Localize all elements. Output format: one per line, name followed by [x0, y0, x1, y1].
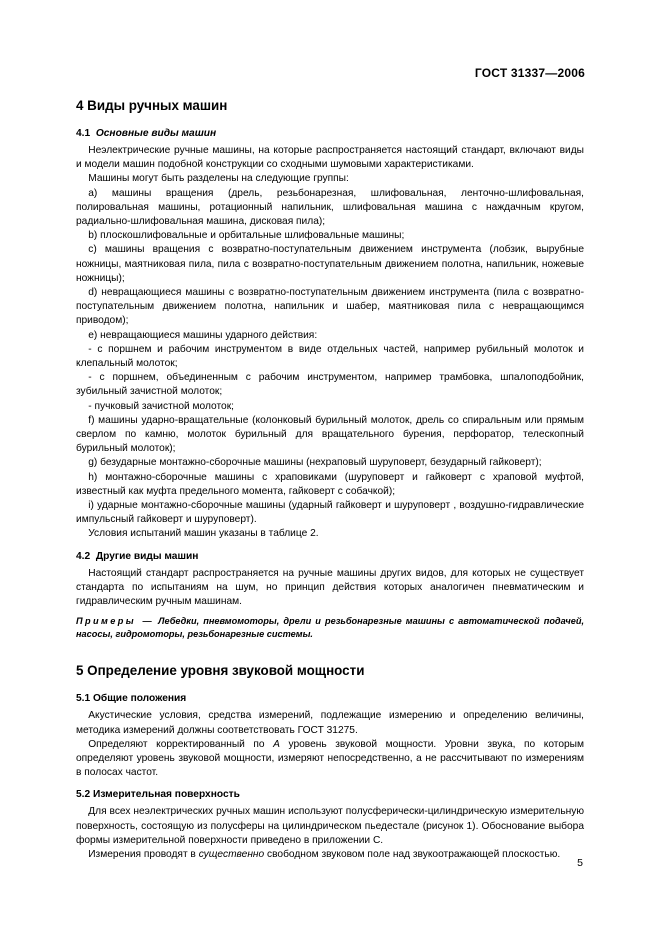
section-4-title: 4 Виды ручных машин [76, 98, 228, 113]
example-note [76, 615, 584, 641]
subsection-4-2-number: 4.2 [76, 550, 91, 562]
example-label: Примеры — [76, 616, 155, 627]
paragraph [76, 848, 584, 862]
page-number: 5 [577, 857, 583, 869]
subsection-4-1-number: 4.1 [76, 128, 91, 139]
paragraph [76, 738, 584, 781]
paragraph: Условия испытаний машин указаны в таблице 2. [88, 528, 319, 540]
text-run: Определяют корректированный по [88, 738, 274, 750]
list-item-b: b) плоскошлифовальные и орбитальные шлифовальные машины; [88, 230, 405, 242]
list-item-h: h) монтажно-сборочные машины с храповиками (шуруповерт и гайковерт с храповой муфтой, известный как муфта предельного момента, гайковерт с собачкой); [76, 471, 584, 497]
text-run: уровень звуковой мощности. Уровни звука, по которым определяют уровень звуковой мощности, измеряют непосредственно, а не рассчитывают по измерениям в полосах частот. [76, 738, 584, 779]
list-item-e: e) невращающиеся машины ударного действия: [88, 329, 318, 341]
subsection-5-1-title: 5.1 Общие положения [76, 693, 187, 705]
text-run: Измерения проводят в [88, 848, 199, 860]
paragraph: Машины могут быть разделены на следующие группы: [88, 173, 349, 185]
paragraph: Для всех неэлектрических ручных машин используют полусферически-цилиндрическую измерительную поверхность, состоящую из полусферы на цилиндрическом пьедестале (рисунок 1). Обоснование выбора формы измерительной поверхности приведено в приложении С. [76, 806, 584, 846]
paragraph: Неэлектрические ручные машины, на которые распространяется настоящий стандарт, включают виды и модели машин подобной конструкции со сходными шумовыми характеристиками. [76, 145, 584, 171]
list-item-d: d) невращающиеся машины с возвратно-поступательным движением инструмента (пила с возвратно-поступательным движением полотна, напильник и шабер, маятниковая пила с невращающимся приводом); [76, 287, 584, 327]
variable-a: А [273, 738, 280, 750]
list-item-e-2: - с поршнем, объединенным с рабочим инструментом, например трамбовка, шпалоподбойник, зубильный зачистной молоток; [76, 372, 584, 398]
paragraph: Настоящий стандарт распространяется на ручные машины других видов, для которых не существует стандарта по испытаниям на шум, но принцип действия которых аналогичен пневматическим и гидравлическим ручным машинам. [76, 567, 584, 608]
subsection-4-1-title [76, 127, 584, 141]
page-content [76, 98, 584, 862]
list-item-f: f) машины ударно-вращательные (колонковый бурильный молоток, дрель со спиральным или прямым сверлом по камню, молоток бурильный для вращательного бурения, перфоратор, телескопный бурильный молоток); [76, 414, 584, 455]
list-item-c: c) машины вращения с возвратно-поступательным движением инструмента (лобзик, вырубные ножницы, маятниковая пила, пила с возвратно-поступательным движением полотна, напильник, ножевые ножницы); [76, 244, 584, 284]
subsection-4-2-heading: Другие виды машин [95, 550, 199, 562]
list-item-e-1: - с поршнем и рабочим инструментом в виде отдельных частей, например рубильный молоток и клепальный молоток; [76, 343, 584, 370]
list-item-g: g) безударные монтажно-сборочные машины (нехраповый шуруповерт, безударный гайковерт); [88, 457, 542, 469]
list-item-a: а) машины вращения (дрель, резьбонарезная, шлифовальная, ленточно-шлифовальная, полировальная машины, ротационный напильник, шлифовальная машина с наждачным кругом, радиально-шлифовальная машина, дисковая пила); [76, 187, 584, 228]
list-item-i: i) ударные монтажно-сборочные машины (ударный гайковерт и шуруповерт , воздушно-гидравлические импульсный гайковерт и шуруповерт). [76, 500, 584, 526]
list-item-e-3: - пучковый зачистной молоток; [88, 400, 235, 412]
subsection-5-2-title: 5.2 Измерительная поверхность [76, 789, 240, 801]
document-id: ГОСТ 31337—2006 [474, 66, 585, 80]
paragraph: Акустические условия, средства измерений, подлежащие измерению и определению величины, методика измерений должны соответствовать ГОСТ 31275. [76, 710, 584, 736]
example-text: Лебедки, пневмомоторы, дрели и резьбонарезные машины с автоматической подачей, насосы, гидромоторы, резьбонарезные системы. [76, 616, 584, 640]
subsection-4-2-title [76, 550, 584, 564]
emphasis: существенно [198, 848, 265, 860]
text-run: свободном звуковом поле над звукоотражающей плоскостью. [264, 848, 561, 860]
section-5-title: 5 Определение уровня звуковой мощности [76, 663, 365, 679]
subsection-4-1-heading: Основные виды машин [95, 128, 217, 139]
